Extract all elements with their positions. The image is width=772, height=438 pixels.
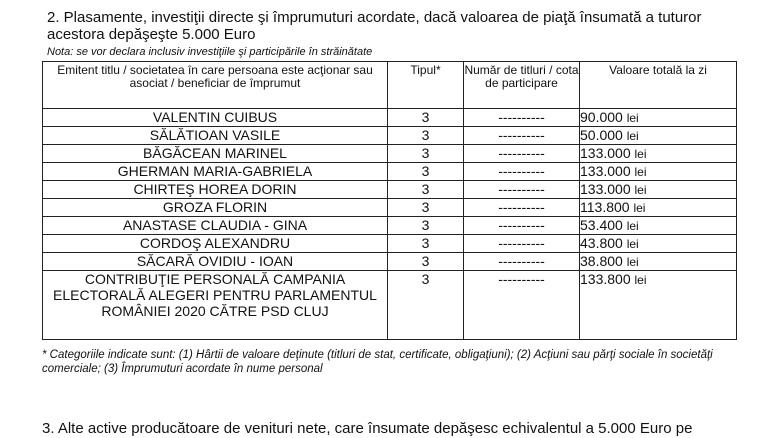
row-name: CONTRIBUŢIE PERSONALĂ CAMPANIA ELECTORALĂ ALEGERI PENTRU PARLAMENTUL ROMÂNIEI 2020 CĂTRE PSD CLUJ xyxy=(43,271,388,340)
row-value-amount: 133.000 xyxy=(580,145,631,161)
row-tip: 3 xyxy=(388,253,464,271)
section-3-heading: 3. Alte active producătoare de venituri nete, care însumate depăşesc echivalentul a 5.000 Euro pe xyxy=(42,420,693,437)
row-value xyxy=(580,109,737,127)
row-value xyxy=(580,235,737,253)
row-name: ANASTASE CLAUDIA - GINA xyxy=(43,217,388,235)
row-nr: ---------- xyxy=(464,217,580,235)
row-nr: ---------- xyxy=(464,127,580,145)
row-tip: 3 xyxy=(388,127,464,145)
row-value xyxy=(580,253,737,271)
row-value-currency: lei xyxy=(626,219,639,233)
row-value-currency: lei xyxy=(626,237,639,251)
row-value-currency: lei xyxy=(634,273,647,287)
row-value-amount: 133.800 xyxy=(580,271,631,287)
row-value-amount: 133.000 xyxy=(580,181,631,197)
table-row xyxy=(43,199,737,217)
section-2-heading: 2. Plasamente, investiţii directe şi împrumuturi acordate, dacă valoarea de piaţă însumată a tuturor acestora depăşeşte 5.000 Euro xyxy=(47,9,702,43)
table-row xyxy=(43,253,737,271)
table-row xyxy=(43,109,737,127)
row-value-currency: lei xyxy=(634,165,647,179)
section-2-note: Nota: se vor declara inclusiv investiţiile şi participările în străinătate xyxy=(47,46,373,58)
row-tip: 3 xyxy=(388,199,464,217)
row-tip: 3 xyxy=(388,145,464,163)
table-row xyxy=(43,163,737,181)
row-value xyxy=(580,127,737,145)
row-value-currency: lei xyxy=(634,147,647,161)
row-nr: ---------- xyxy=(464,271,580,340)
row-value-currency: lei xyxy=(626,129,639,143)
row-tip: 3 xyxy=(388,271,464,340)
row-nr: ---------- xyxy=(464,235,580,253)
row-value-amount: 50.000 xyxy=(580,127,623,143)
row-tip: 3 xyxy=(388,109,464,127)
row-value-amount: 113.800 xyxy=(580,199,630,215)
header-tipul: Tipul* xyxy=(388,62,464,109)
row-name: GHERMAN MARIA-GABRIELA xyxy=(43,163,388,181)
row-value-currency: lei xyxy=(626,111,639,125)
row-value-amount: 53.400 xyxy=(580,217,623,233)
row-tip: 3 xyxy=(388,217,464,235)
table-row xyxy=(43,235,737,253)
row-nr: ---------- xyxy=(464,109,580,127)
row-value-currency: lei xyxy=(634,183,647,197)
row-value-amount: 90.000 xyxy=(580,109,623,125)
row-name: VALENTIN CUIBUS xyxy=(43,109,388,127)
row-tip: 3 xyxy=(388,181,464,199)
row-name: GROZA FLORIN xyxy=(43,199,388,217)
table-header-row xyxy=(43,62,737,109)
row-nr: ---------- xyxy=(464,199,580,217)
header-valoare: Valoare totală la zi xyxy=(580,62,737,109)
row-tip: 3 xyxy=(388,235,464,253)
row-value xyxy=(580,199,737,217)
row-name: CORDOŞ ALEXANDRU xyxy=(43,235,388,253)
row-tip: 3 xyxy=(388,163,464,181)
row-value xyxy=(580,271,737,340)
header-numar-titluri: Număr de titluri / cota de participare xyxy=(464,62,580,109)
table-row xyxy=(43,127,737,145)
category-footnote: * Categoriile indicate sunt: (1) Hârtii de valoare deţinute (titluri de stat, certificate, obligaţiuni); (2) Acţiuni sau părţi sociale în societăţi comerciale; (3) Împrumuturi acordate în nume personal xyxy=(42,349,713,375)
row-value xyxy=(580,217,737,235)
row-value xyxy=(580,145,737,163)
header-emitent: Emitent titlu / societatea în care persoana este acţionar sau asociat / beneficiar de împrumut xyxy=(43,62,388,109)
row-value-amount: 43.800 xyxy=(580,235,623,251)
row-value-amount: 38.800 xyxy=(580,253,623,269)
table-row xyxy=(43,271,737,340)
row-value-amount: 133.000 xyxy=(580,163,631,179)
row-value-currency: lei xyxy=(626,255,639,269)
row-name: CHIRTEŞ HOREA DORIN xyxy=(43,181,388,199)
row-name: SĂLĂTIOAN VASILE xyxy=(43,127,388,145)
row-name: BĂGĂCEAN MARINEL xyxy=(43,145,388,163)
table-row xyxy=(43,181,737,199)
investments-table xyxy=(42,61,737,340)
row-nr: ---------- xyxy=(464,163,580,181)
row-nr: ---------- xyxy=(464,181,580,199)
row-nr: ---------- xyxy=(464,253,580,271)
row-nr: ---------- xyxy=(464,145,580,163)
row-name: SĂCARĂ OVIDIU - IOAN xyxy=(43,253,388,271)
row-value xyxy=(580,163,737,181)
row-value xyxy=(580,181,737,199)
row-value-currency: lei xyxy=(633,201,646,215)
table-row xyxy=(43,217,737,235)
table-row xyxy=(43,145,737,163)
